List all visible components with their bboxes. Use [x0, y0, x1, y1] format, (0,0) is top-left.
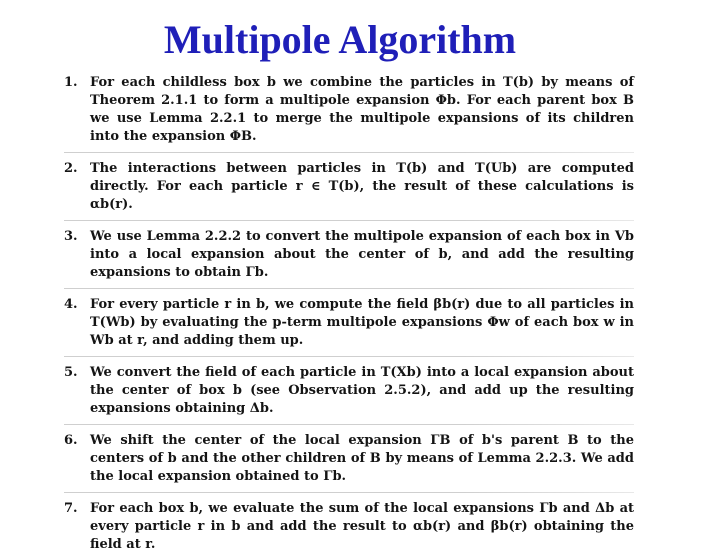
step-number: 6.	[64, 433, 78, 448]
step-divider	[64, 152, 634, 153]
step-number: 4.	[64, 297, 78, 312]
slide-title: Multipole Algorithm	[163, 17, 517, 62]
step-number: 7.	[64, 501, 78, 516]
step-3	[64, 228, 634, 282]
step-6	[64, 432, 634, 486]
step-number: 2.	[64, 161, 78, 176]
step-1	[64, 74, 634, 146]
step-5	[64, 364, 634, 418]
step-number: 5.	[64, 365, 78, 380]
step-text: The interactions between particles in T(b) and T(Ub) are computed directly. For each particle r ∈ T(b), the result of these calculations is αb(r).	[90, 161, 634, 212]
step-divider	[64, 288, 634, 289]
algorithm-steps	[64, 74, 634, 554]
step-text: We use Lemma 2.2.2 to convert the multipole expansion of each box in Vb into a local expansion about the center of b, and add the resulting expansions to obtain Γb.	[90, 229, 634, 280]
step-text: For every particle r in b, we compute the field βb(r) due to all particles in T(Wb) by evaluating the p-term multipole expansions Φw of each box w in Wb at r, and adding them up.	[90, 297, 634, 348]
step-text: We convert the field of each particle in T(Xb) into a local expansion about the center of box b (see Observation 2.5.2), and add up the resulting expansions obtaining Δb.	[90, 365, 634, 416]
step-text: For each box b, we evaluate the sum of the local expansions Γb and Δb at every particle r in b and add the result to αb(r) and βb(r) obtaining the field at r.	[90, 501, 634, 552]
step-2	[64, 160, 634, 214]
step-number: 3.	[64, 229, 78, 244]
step-number: 1.	[64, 75, 78, 90]
step-7	[64, 500, 634, 554]
step-text: For each childless box b we combine the particles in T(b) by means of Theorem 2.1.1 to form a multipole expansion Φb. For each parent box B we use Lemma 2.2.1 to merge the multipole expansions of its children into the expansion ΦB.	[90, 75, 634, 144]
step-4	[64, 296, 634, 350]
step-divider	[64, 220, 634, 221]
step-text: We shift the center of the local expansion ΓB of b's parent B to the centers of b and the other children of B by means of Lemma 2.2.3. We add the local expansion obtained to Γb.	[90, 433, 634, 484]
step-divider	[64, 492, 634, 493]
step-divider	[64, 356, 634, 357]
step-divider	[64, 424, 634, 425]
